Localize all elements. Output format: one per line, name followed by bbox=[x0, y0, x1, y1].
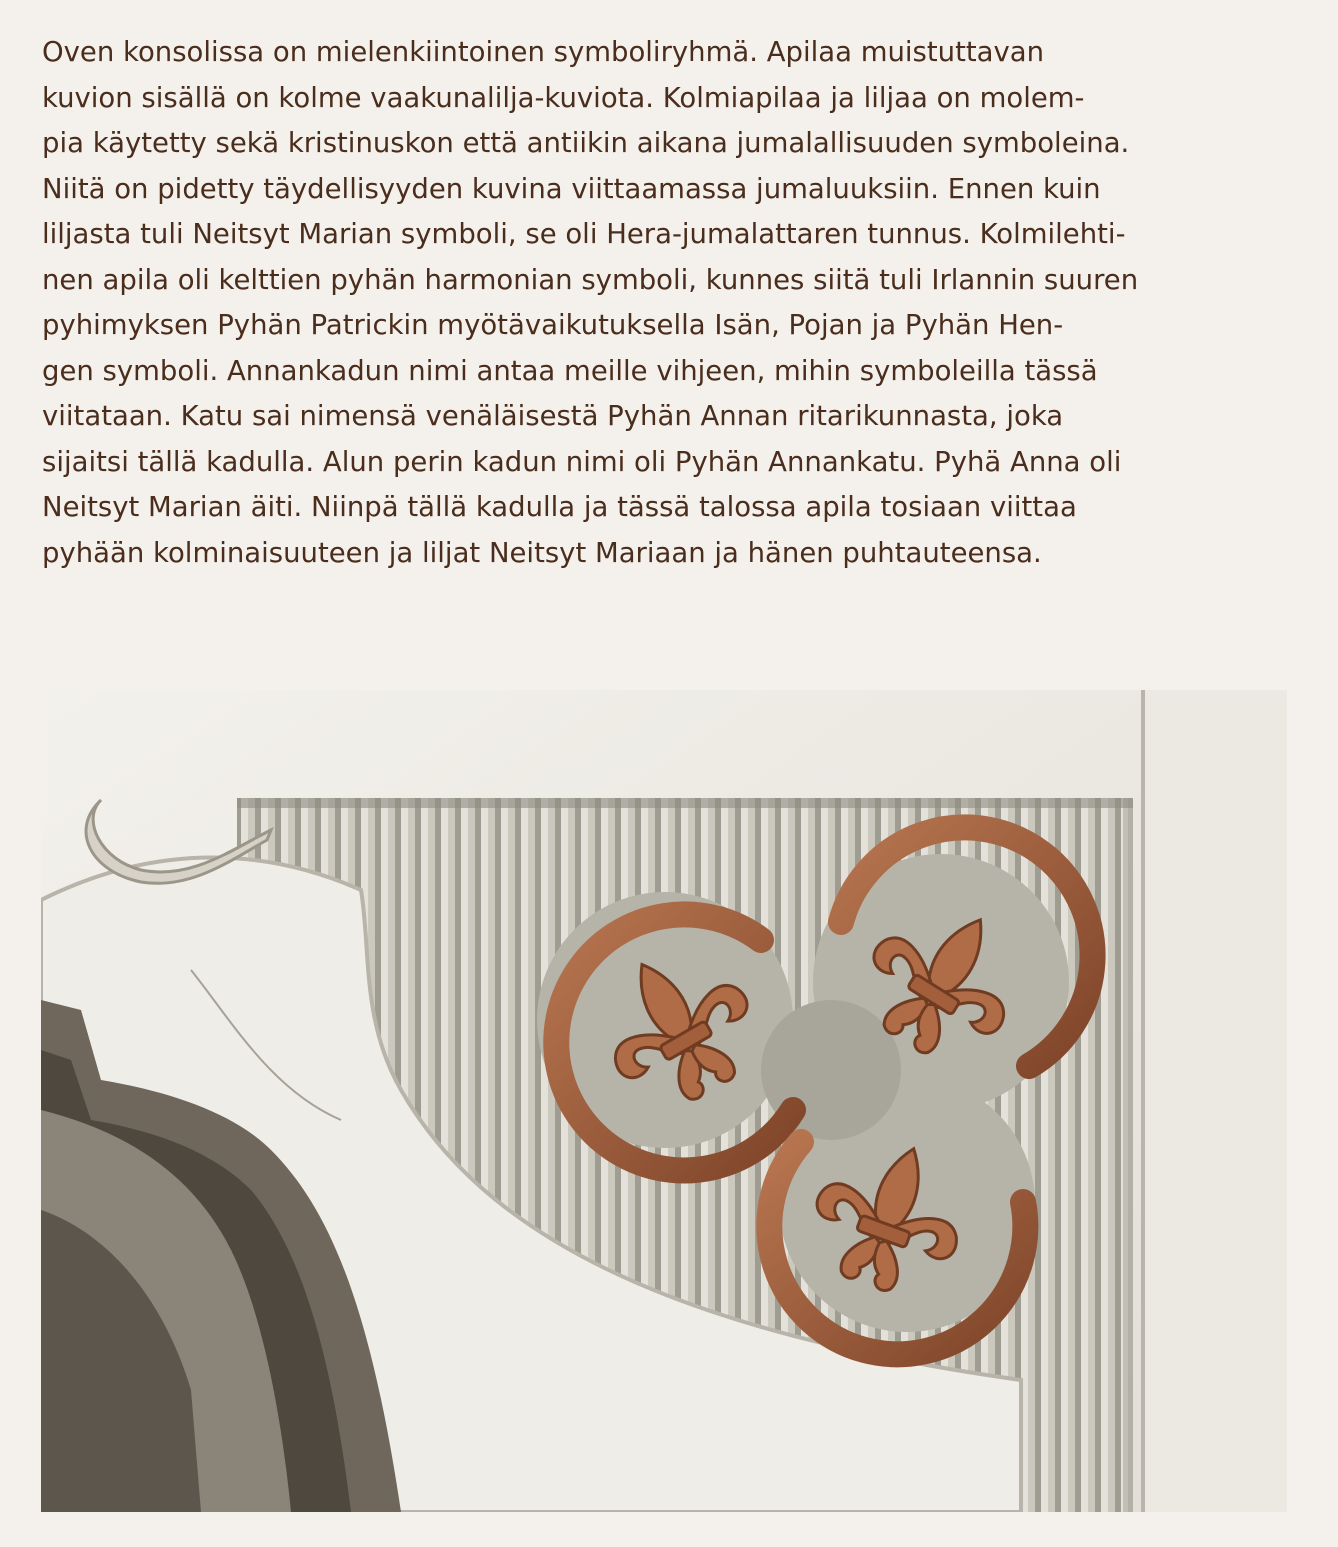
door-console-photo bbox=[41, 690, 1287, 1512]
text-line: nen apila oli kelttien pyhän harmonian symboli, kunnes siitä tuli Irlannin suuren bbox=[42, 263, 1139, 296]
text-line: kuvion sisällä on kolme vaakunalilja-kuviota. Kolmiapilaa ja liljaa on molem- bbox=[42, 81, 1085, 114]
text-line: gen symboli. Annankadun nimi antaa meille vihjeen, mihin symboleilla tässä bbox=[42, 354, 1098, 387]
text-line: pia käytetty sekä kristinuskon että antiikin aikana jumalallisuuden symboleina. bbox=[42, 127, 1130, 159]
text-line: pyhimyksen Pyhän Patrickin myötävaikutuksella Isän, Pojan ja Pyhän Hen- bbox=[42, 309, 1064, 341]
text-line: sijaitsi tällä kadulla. Alun perin kadun nimi oli Pyhän Annankatu. Pyhä Anna oli bbox=[42, 445, 1122, 478]
text-line: liljasta tuli Neitsyt Marian symboli, se oli Hera-jumalattaren tunnus. Kolmilehti- bbox=[42, 218, 1126, 250]
text-line: Oven konsolissa on mielenkiintoinen symboliryhmä. Apilaa muistuttavan bbox=[42, 36, 1045, 68]
text-line: viitataan. Katu sai nimensä venäläisestä Pyhän Annan ritarikunnasta, joka bbox=[42, 400, 1064, 432]
text-line: Neitsyt Marian äiti. Niinpä tällä kadulla ja tässä talossa apila tosiaan viittaa bbox=[42, 491, 1077, 523]
text-line: pyhään kolminaisuuteen ja liljat Neitsyt Mariaan ja hänen puhtauteensa. bbox=[42, 536, 1042, 569]
article-text bbox=[42, 30, 1312, 576]
text-line: Niitä on pidetty täydellisyyden kuvina viittaamassa jumaluuksiin. Ennen kuin bbox=[42, 172, 1101, 205]
